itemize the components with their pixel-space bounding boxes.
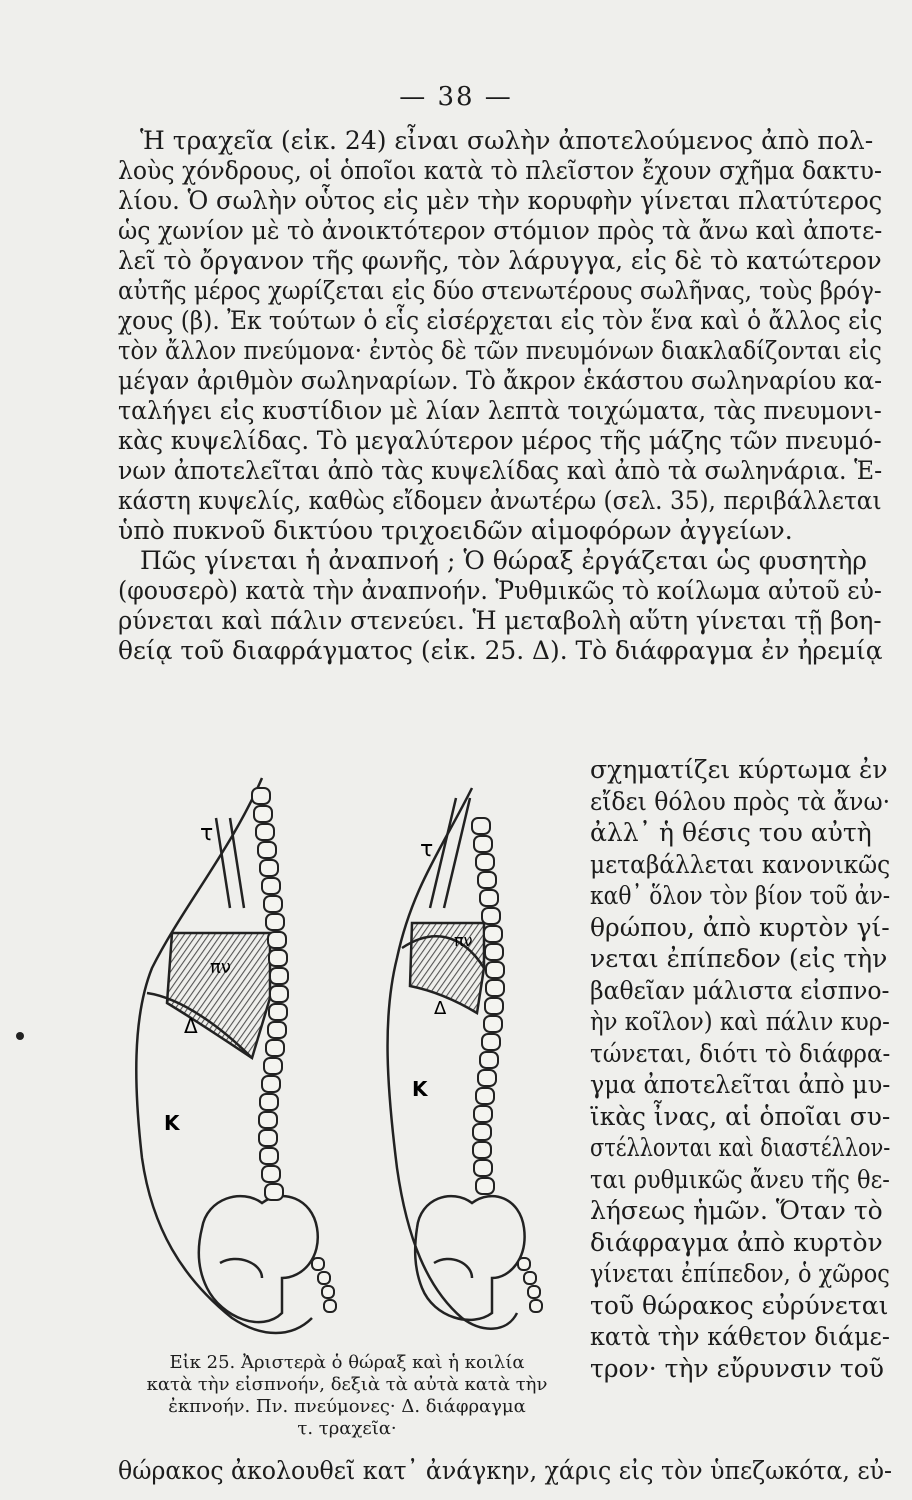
label-diaphragm-right: Δ <box>434 998 447 1019</box>
text-line: κατὰ τὴν κάθετον διάμε- <box>590 1322 890 1351</box>
margin-dot <box>16 1032 24 1040</box>
text-line: νεται ἐπίπεδον (εἰς τὴν <box>590 944 888 973</box>
text-line: τώνεται, διότι τὸ διάφρα- <box>590 1038 891 1068</box>
text-line: ται ρυθμικῶς ἄνευ τῆς θε- <box>590 1164 890 1194</box>
text-line: λοὺς χόνδρους, οἱ ὁποῖοι κατὰ τὸ πλεῖστον ἔχουν σχῆμα δακτυ- <box>118 156 882 185</box>
bottom-text-line: θώρακος ἀκολουθεῖ κατ᾿ ἀνάγκην, χάρις εἰς τὸν ὑπεζωκότα, εὐ- <box>118 1456 892 1485</box>
text-line: ὴν κοῖλον) καὶ πάλιν κυρ- <box>590 1007 890 1036</box>
text-line: εἴδει θόλου πρὸς τὰ ἄνω· <box>590 786 891 816</box>
label-lung-right: πν <box>454 931 473 950</box>
text-line: ρύνεται καὶ πάλιν στενεύει. Ἡ μεταβολὴ αὕτη γίνεται τῇ βοη- <box>118 606 882 635</box>
body-text <box>118 126 882 666</box>
text-line: λήσεως ἡμῶν. Ὅταν τὸ <box>590 1196 883 1225</box>
text-line: νων ἀποτελεῖται ἀπὸ τὰς κυψελίδας καὶ ἀπὸ τὰ σωληνάρια. Ἑ- <box>118 456 883 485</box>
trachea-tube <box>216 818 244 908</box>
lung-region <box>167 933 270 1058</box>
label-belly-left: Κ <box>164 1111 180 1135</box>
text-line: γίνεται ἐπίπεδον, ὁ χῶρος <box>590 1259 890 1288</box>
caption-line: ἐκπνοήν. Πν. πνεύμονες· Δ. διάφραγμα <box>168 1396 526 1417</box>
text-line: ὡς χωνίον μὲ τὸ ἀνοικτότερον στόμιον πρὸς τὰ ἄνω καὶ ἀποτε- <box>118 216 883 245</box>
text-line: θρώπου, ἀπὸ κυρτὸν γί- <box>590 912 890 942</box>
label-belly-right: Κ <box>412 1077 428 1101</box>
caption-line: τ. τραχεῖα· <box>297 1418 397 1439</box>
text-line: ταλήγει εἰς κυστίδιον μὲ λίαν λεπτὰ τοιχώματα, τὰς πνευμονι- <box>118 396 882 425</box>
text-line: αὐτῆς μέρος χωρίζεται εἰς δύο στενωτέρους σωλῆνας, τοὺς βρόγ- <box>118 276 882 305</box>
text-line: τρον· τὴν εὔρυνσιν τοῦ <box>590 1353 884 1383</box>
text-line: χους (β). Ἐκ τούτων ὁ εἷς εἰσέρχεται εἰς τὸν ἕνα καὶ ὁ ἄλλος εἰς <box>118 306 883 335</box>
text-line: λίου. Ὁ σωλὴν οὗτος εἰς μὲν τὴν κορυφὴν γίνεται πλατύτερος <box>118 186 883 215</box>
page-number: — 38 — <box>399 82 513 112</box>
text-line: κὰς κυψελίδας. Τὸ μεγαλύτερον μέρος τῆς μάζης τῶν πνευμό- <box>118 426 882 455</box>
text-line: Ἡ τραχεῖα (εἰκ. 24) εἶναι σωλὴν ἀποτελούμενος ἀπὸ πολ- <box>140 126 874 155</box>
text-line: στέλλονται καὶ διαστέλλον- <box>590 1133 891 1162</box>
text-line: λεῖ τὸ ὄργανον τῆς φωνῆς, τὸν λάρυγγα, εἰς δὲ τὸ κατώτερον <box>118 246 882 275</box>
caption-line: Εἰκ 25. Ἀριστερὰ ὁ θώραξ καὶ ἡ κοιλία <box>169 1352 525 1373</box>
text-line: ἀλλ᾿ ἡ θέσις του αὐτὴ <box>590 818 872 847</box>
left-spine <box>252 788 336 1312</box>
text-line: ὑπὸ πυκνοῦ δικτύου τριχοειδῶν αἱμοφόρων ἀγγείων. <box>118 516 793 545</box>
thorax-diagram <box>112 758 582 1358</box>
pelvis <box>199 1196 318 1322</box>
label-trachea-left: τ <box>200 821 214 846</box>
text-line: γμα ἀποτελεῖται ἀπὸ μυ- <box>590 1070 891 1099</box>
text-line: κάστη κυψελίς, καθὼς εἴδομεν ἀνωτέρω (σελ. 35), περιβάλλεται <box>118 486 882 515</box>
section-heading-line: Πῶς γίνεται ἡ ἀναπνοή ; Ὁ θώραξ ἐργάζεται ὡς φυσητὴρ <box>140 546 868 575</box>
right-column-text <box>590 754 890 1384</box>
text-line: σχηματίζει κύρτωμα ἐν <box>590 755 888 784</box>
text-line: μεταβάλλεται κανονικῶς <box>590 849 891 879</box>
text-line: διάφραγμα ἀπὸ κυρτὸν <box>590 1227 883 1257</box>
text-line: τοῦ θώρακος εὐρύνεται <box>590 1290 889 1320</box>
text-line: βαθεῖαν μάλιστα εἰσπνο- <box>590 975 890 1005</box>
text-line: μέγαν ἀριθμὸν σωληναρίων. Τὸ ἄκρον ἑκάστου σωληναρίου κα- <box>118 366 883 395</box>
text-line: ϊκὰς ἶνας, αἱ ὁποῖαι συ- <box>590 1101 891 1131</box>
left-thorax-figure <box>136 778 317 1333</box>
text-line: καθ᾿ ὅλον τὸν βίον τοῦ ἀν- <box>590 881 891 910</box>
text-line: (φουσερὸ) κατὰ τὴν ἀναπνοήν. Ῥυθμικῶς τὸ κοίλωμα αὐτοῦ εὐ- <box>118 576 882 605</box>
text-line: τὸν ἄλλον πνεύμονα· ἐντὸς δὲ τῶν πνευμόνων διακλαδίζονται εἰς <box>118 336 882 365</box>
body-outline <box>136 778 312 1333</box>
label-diaphragm-left: Δ <box>184 1014 198 1038</box>
pelvis-detail <box>434 1259 472 1278</box>
right-thorax-figure <box>388 788 525 1329</box>
label-lung-left: πν <box>210 957 231 978</box>
label-trachea-right: τ <box>420 837 434 862</box>
pelvis-detail <box>220 1259 262 1278</box>
figure-25-illustration <box>112 758 582 1358</box>
figure-caption <box>112 1352 582 1440</box>
text-line: θείᾳ τοῦ διαφράγματος (εἰκ. 25. Δ). Τὸ διάφραγμα ἐν ἠρεμίᾳ <box>118 636 883 665</box>
caption-line: κατὰ τὴν εἰσπνοήν, δεξιὰ τὰ αὐτὰ κατὰ τὴν <box>146 1374 548 1395</box>
right-spine <box>472 818 542 1312</box>
pelvis <box>415 1196 524 1320</box>
